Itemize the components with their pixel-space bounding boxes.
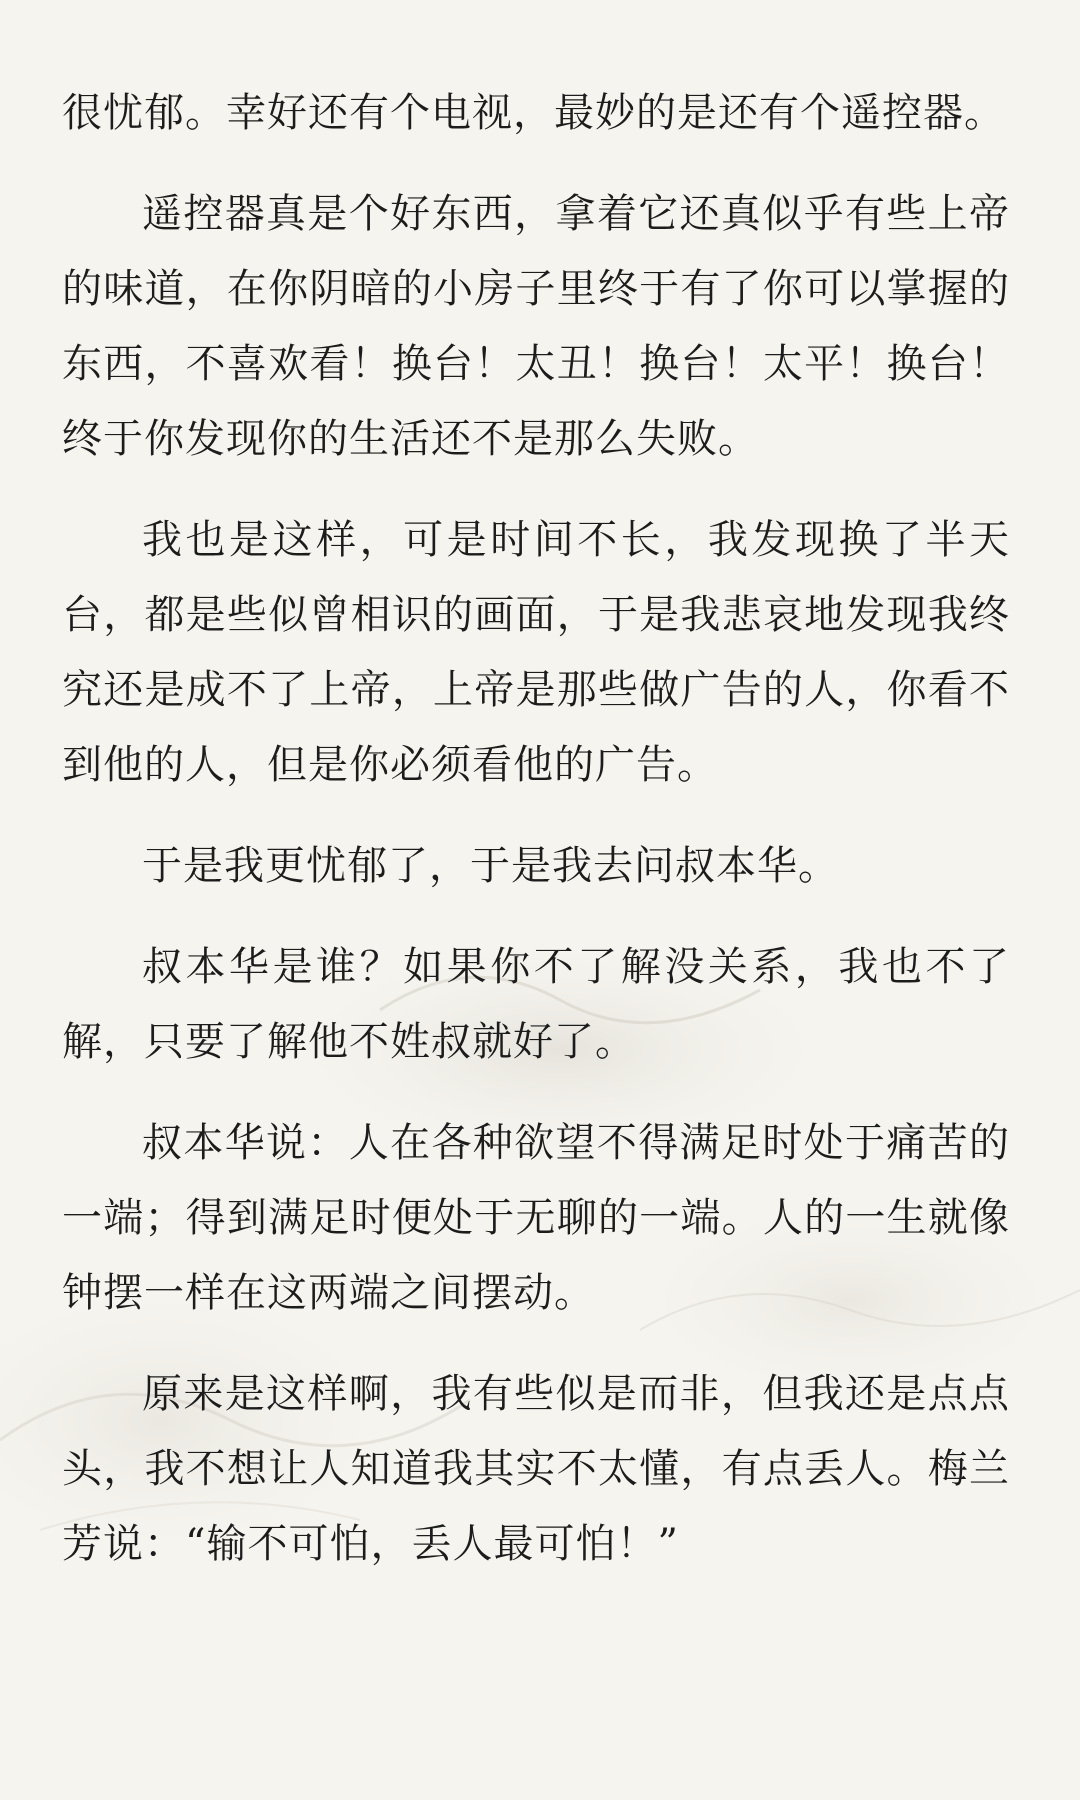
paragraph-mei-lanfang: 原来是这样啊，我有些似是而非，但我还是点点头，我不想让人知道我其实不太懂，有点丢人。梅兰芳说：“输不可怕，丢人最可怕！” — [62, 1371, 1010, 1567]
paragraph-who-is-schopenhauer: 叔本华是谁？如果你不了解没关系，我也不了解，只要了解他不姓叔就好了。 — [62, 944, 1010, 1065]
paragraph-continued: 很忧郁。幸好还有个电视，最妙的是还有个遥控器。 — [62, 90, 1005, 136]
paragraph-channels: 我也是这样，可是时间不长，我发现换了半天台，都是些似曾相识的画面，于是我悲哀地发现我终究还是成不了上帝，上帝是那些做广告的人，你看不到他的人，但是你必须看他的广告。 — [62, 517, 1010, 788]
paragraph-ask-schopenhauer: 于是我更忧郁了，于是我去问叔本华。 — [142, 843, 839, 889]
paragraph-remote-control: 遥控器真是个好东西，拿着它还真似乎有些上帝的味道，在你阴暗的小房子里终于有了你可以掌握的东西，不喜欢看！换台！太丑！换台！太平！换台！终于你发现你的生活还不是那么失败。 — [62, 191, 1010, 462]
paragraph-schopenhauer-quote: 叔本华说：人在各种欲望不得满足时处于痛苦的一端；得到满足时便处于无聊的一端。人的一生就像钟摆一样在这两端之间摆动。 — [62, 1120, 1010, 1316]
